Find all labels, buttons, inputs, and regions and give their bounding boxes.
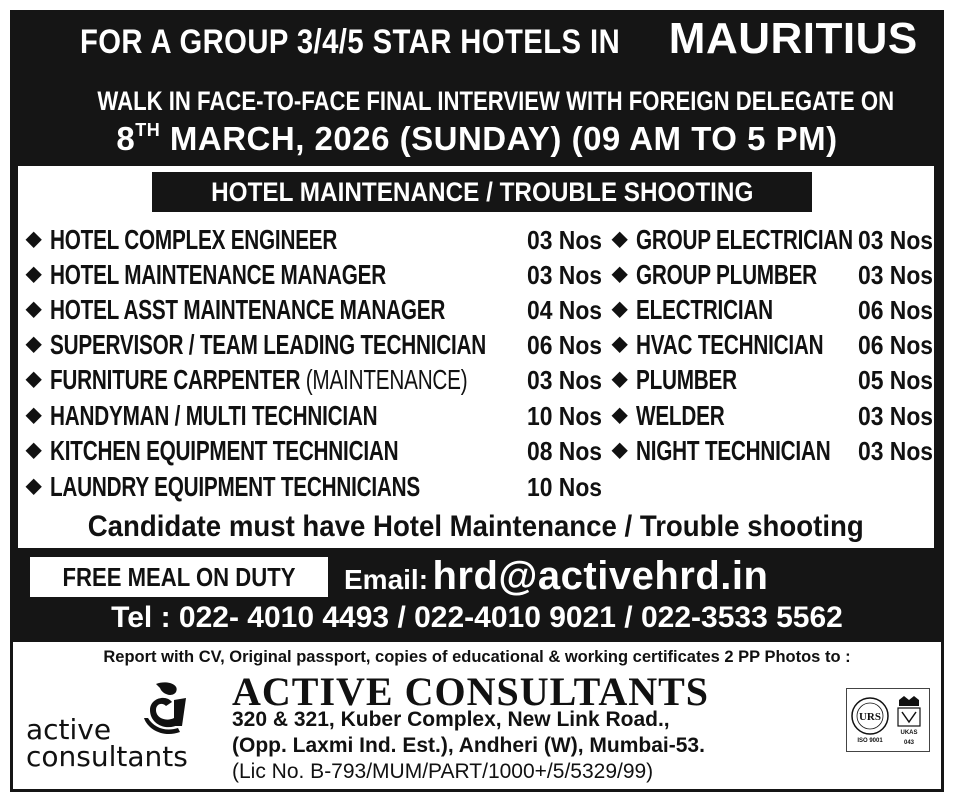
address-line-2: (Opp. Laxmi Ind. Est.), Andheri (W), Mumbai-53. <box>232 734 705 757</box>
requirement-text: Candidate must have Hotel Maintenance / Trouble shooting <box>88 510 864 543</box>
job-count: 03 Nos <box>858 260 934 290</box>
diamond-bullet-icon: ◆ <box>26 228 42 250</box>
job-count: 08 Nos <box>527 436 603 466</box>
job-count: 04 Nos <box>527 295 603 325</box>
date-rest: MARCH, 2026 (SUNDAY) (09 AM TO 5 PM) <box>169 120 838 157</box>
cert-ukas-label: UKAS <box>900 730 918 736</box>
email-line <box>344 554 768 599</box>
job-title: KITCHEN EQUIPMENT TECHNICIAN <box>50 435 399 466</box>
diamond-bullet-icon: ◆ <box>26 404 42 426</box>
job-count: 03 Nos <box>527 225 603 255</box>
job-count: 06 Nos <box>858 295 934 325</box>
free-meal-text: FREE MEAL ON DUTY <box>62 562 296 592</box>
diamond-bullet-icon: ◆ <box>26 263 42 285</box>
diamond-bullet-icon: ◆ <box>612 228 628 250</box>
job-count: 10 Nos <box>527 401 603 431</box>
telephone-numbers: Tel : 022- 4010 4493 / 022-4010 9021 / 022-3533 5562 <box>111 601 843 634</box>
diamond-bullet-icon: ◆ <box>26 368 42 390</box>
headline-prefix: FOR A GROUP 3/4/5 STAR HOTELS IN <box>80 23 621 61</box>
walkin-text: WALK IN FACE-TO-FACE FINAL INTERVIEW WITH FOREIGN DELEGATE ON <box>97 86 895 116</box>
headline-country: MAURITIUS <box>668 14 918 63</box>
diamond-bullet-icon: ◆ <box>612 404 628 426</box>
job-count: 06 Nos <box>527 330 603 360</box>
requirement-note <box>18 510 934 544</box>
job-count: 10 Nos <box>527 472 603 502</box>
diamond-bullet-icon: ◆ <box>612 333 628 355</box>
job-title: ELECTRICIAN <box>636 294 773 325</box>
job-title: SUPERVISOR / TEAM LEADING TECHNICIAN <box>50 329 486 360</box>
company-name: ACTIVE CONSULTANTS <box>232 669 710 714</box>
urs-seal-icon <box>850 696 890 736</box>
job-title: HOTEL MAINTENANCE MANAGER <box>50 259 386 290</box>
job-title: WELDER <box>636 400 725 431</box>
logo-line-1: active <box>26 713 112 746</box>
job-title: GROUP PLUMBER <box>636 259 817 290</box>
job-count: 03 Nos <box>858 225 934 255</box>
date-suffix: TH <box>135 120 161 140</box>
diamond-bullet-icon: ◆ <box>612 439 628 461</box>
walkin-line <box>10 86 944 117</box>
license-number: (Lic No. B-793/MUM/PART/1000+/5/5329/99) <box>232 760 654 783</box>
cert-urs-label: URS <box>858 711 882 723</box>
job-title: GROUP ELECTRICIAN <box>636 224 853 255</box>
diamond-bullet-icon: ◆ <box>612 298 628 320</box>
job-title: HOTEL COMPLEX ENGINEER <box>50 224 338 255</box>
job-count: 03 Nos <box>858 436 934 466</box>
section-title-text: HOTEL MAINTENANCE / TROUBLE SHOOTING <box>210 177 754 207</box>
job-count: 03 Nos <box>527 365 603 395</box>
ukas-crown-icon <box>894 694 924 738</box>
address-line-1: 320 & 321, Kuber Complex, New Link Road., <box>232 708 670 731</box>
job-count: 03 Nos <box>527 260 603 290</box>
job-title: PLUMBER <box>636 364 737 395</box>
job-title: HANDYMAN / MULTI TECHNICIAN <box>50 400 378 431</box>
report-instructions: Report with CV, Original passport, copies of educational & working certificates 2 PP Photos to : <box>103 648 851 666</box>
job-count: 06 Nos <box>858 330 934 360</box>
job-title: HOTEL ASST MAINTENANCE MANAGER <box>50 294 446 325</box>
company-logo-text <box>26 713 188 773</box>
diamond-bullet-icon: ◆ <box>26 439 42 461</box>
diamond-bullet-icon: ◆ <box>612 263 628 285</box>
interview-date <box>10 120 944 158</box>
email-label: Email: <box>344 564 429 595</box>
diamond-bullet-icon: ◆ <box>26 475 42 497</box>
job-count: 03 Nos <box>858 401 934 431</box>
logo-line-2: consultants <box>26 740 188 773</box>
headline <box>10 14 944 72</box>
diamond-bullet-icon: ◆ <box>26 333 42 355</box>
job-title: NIGHT TECHNICIAN <box>636 435 831 466</box>
job-count: 05 Nos <box>858 365 934 395</box>
free-meal-badge <box>30 557 328 597</box>
diamond-bullet-icon: ◆ <box>612 368 628 390</box>
email-address[interactable]: hrd@activehrd.in <box>432 554 769 598</box>
job-note: (MAINTENANCE) <box>305 364 468 395</box>
diamond-bullet-icon: ◆ <box>26 298 42 320</box>
cert-iso-label: ISO 9001 <box>857 738 883 744</box>
job-title: FURNITURE CARPENTER (MAINTENANCE) <box>50 364 468 395</box>
job-title: LAUNDRY EQUIPMENT TECHNICIANS <box>50 471 420 502</box>
cert-number: 043 <box>903 740 914 746</box>
job-title: HVAC TECHNICIAN <box>636 329 824 360</box>
date-day: 8 <box>116 120 136 157</box>
section-title <box>152 172 812 212</box>
